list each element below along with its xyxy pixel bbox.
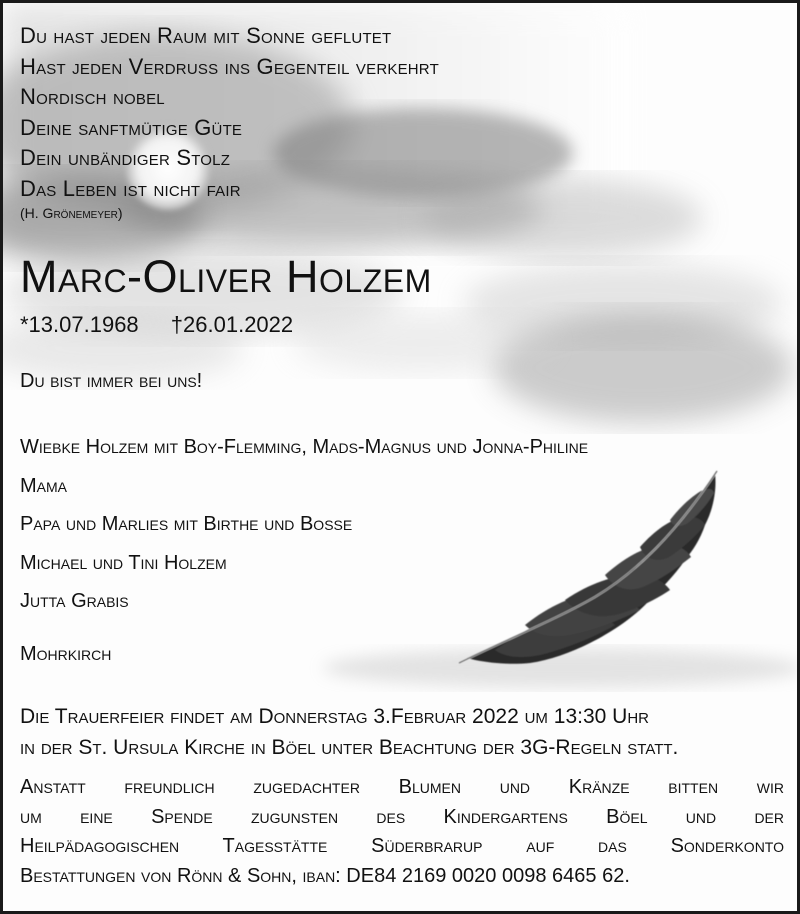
donation-line: Bestattungen von Rönn & Sohn, iban: DE84 2169 0020 0098 6465 62. [20,864,630,887]
death-date: †26.01.2022 [170,312,294,337]
motto: Du bist immer bei uns! [20,370,203,392]
place: Mohrkirch [20,643,112,665]
poem-line: Das Leben ist nicht fair [20,175,241,201]
mourner-line: Michael und Tini Holzem [20,551,227,574]
poem-line: Du hast jeden Raum mit Sonne geflutet [20,23,392,48]
donation-line: um eine Spende zugunsten des Kindergartens Böel und der [20,805,784,828]
deceased-name: Marc-Oliver Holzem [20,251,432,302]
notice-content [3,3,797,911]
mourner-line: Mama [20,474,67,497]
poem-line: Hast jeden Verdruss ins Gegenteil verkehrt [20,53,439,79]
donation-info [20,773,784,891]
life-dates [20,312,293,338]
ceremony-line: Die Trauerfeier findet am Donnerstag 3.Februar 2022 um 13:30 Uhr [20,705,649,728]
donation-line: Heilpädagogischen Tagesstätte Süderbrarup auf das Sonderkonto [20,835,785,857]
donation-line: Anstatt freundlich zugedachter Blumen und Kränze bitten wir [20,776,784,798]
mourners-list [20,428,588,621]
mourner-line: Jutta Grabis [20,590,129,612]
ceremony-line: in der St. Ursula Kirche in Böel unter Beachtung der 3G-Regeln statt. [20,736,679,759]
birth-date: *13.07.1968 [20,312,139,337]
poem-line: Deine sanftmütige Güte [20,114,243,140]
poem-line: Dein unbändiger Stolz [20,145,231,170]
ceremony-info [20,701,784,763]
poem-source: (H. Grönemeyer) [20,205,123,221]
poem [20,21,439,222]
mourner-line: Papa und Marlies mit Birthe und Bosse [20,513,353,535]
mourner-line: Wiebke Holzem mit Boy-Flemming, Mads-Magnus und Jonna-Philine [20,436,589,458]
poem-line: Nordisch nobel [20,84,165,109]
